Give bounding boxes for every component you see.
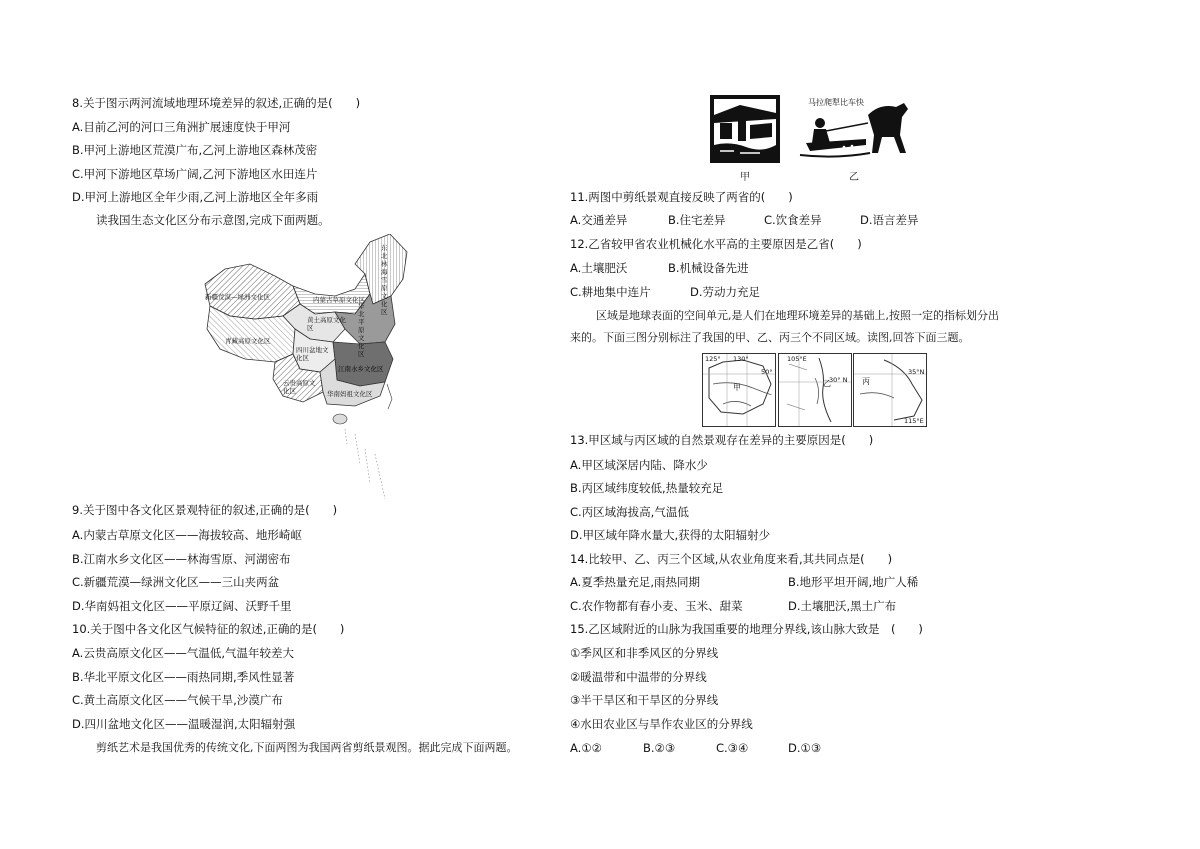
q11-option-d: D.语言差异 [860, 213, 919, 227]
label-jiangnan: 江南水乡文化区 [338, 365, 384, 373]
m2-lon: 105°E [787, 355, 807, 363]
q10-option-d: D.四川盆地文化区——温暖湿润,太阳辐射强 [72, 717, 296, 731]
m1-lat: 50° [761, 368, 773, 376]
q15-option-a: A.①② [570, 741, 602, 755]
q12-option-d: D.劳动力充足 [690, 285, 761, 299]
region-map-jia [702, 353, 776, 427]
region-intro-2: 来的。下面三图分别标注了我国的甲、乙、丙三个不同区域。读图,回答下面三题。 [570, 331, 970, 344]
q15-statement-2: ②暖温带和中温带的分界线 [570, 670, 707, 684]
q10-option-c: C.黄土高原文化区——气候干旱,沙漠广布 [72, 693, 283, 707]
q13-option-d: D.甲区域年降水量大,获得的太阳辐射少 [570, 528, 771, 542]
label-qingzang: 青藏高原文化区 [225, 337, 271, 345]
q9-stem: 9.关于图中各文化区景观特征的叙述,正确的是( ) [72, 503, 338, 517]
m2-lat: 30° N [829, 376, 848, 384]
q9-option-c: C.新疆荒漠—绿洲文化区——三山夹两盆 [72, 575, 280, 589]
m1-label: 甲 [733, 383, 741, 392]
region-intro-1: 区域是地球表面的空间单元,是人们在地理环境差异的基础上,按照一定的指标划分出 [596, 309, 999, 322]
label-xinjiang: 新疆荒漠—绿洲文化区 [205, 293, 270, 301]
region-map-bing-svg [854, 354, 926, 426]
region-map-yi-svg [779, 354, 851, 426]
m3-lon: 115°E [904, 417, 924, 425]
q12-option-a: A.土壤肥沃 [570, 261, 628, 275]
label-yungui: 云贵高原文化区 [283, 379, 316, 395]
q15-statement-3: ③半干旱区和干旱区的分界线 [570, 693, 719, 707]
q15-statement-4: ④水田农业区与旱作农业区的分界线 [570, 717, 753, 731]
q13-option-b: B.丙区域纬度较低,热量较充足 [570, 481, 724, 495]
m1-lon1: 125° [705, 355, 721, 363]
label-huanan: 华南妈祖文化区 [327, 390, 373, 398]
q13-option-a: A.甲区域深居内陆、降水少 [570, 458, 708, 472]
q15-option-b: B.②③ [643, 741, 676, 755]
m3-label: 丙 [862, 377, 870, 386]
q15-statement-1: ①季风区和非季风区的分界线 [570, 646, 719, 660]
q14-option-d: D.土壤肥沃,黑土广布 [788, 599, 897, 613]
q8-option-c: C.甲河下游地区草场广阔,乙河下游地区水田连片 [72, 167, 318, 181]
label-huabei: 华北平原文化区 [358, 302, 365, 358]
m2-label: 乙 [823, 379, 831, 388]
label-huangtu: 黄土高原文化区 [307, 316, 346, 332]
region-map-bing [853, 353, 927, 427]
m1-lon2: 130° [733, 355, 749, 363]
map-intro: 读我国生态文化区分布示意图,完成下面两题。 [96, 213, 330, 227]
q13-option-c: C.丙区域海拔高,气温低 [570, 505, 689, 519]
papercut-caption-jia: 甲 [740, 172, 750, 183]
q15-stem: 15.乙区域附近的山脉为我国重要的地理分界线,该山脉大致是 ( ) [570, 622, 923, 636]
q12-option-b: B.机械设备先进 [668, 261, 749, 275]
label-dongbei: 东北林海雪原文化区 [381, 244, 388, 316]
q12-stem: 12.乙省较甲省农业机械化水平高的主要原因是乙省( ) [570, 237, 862, 251]
q13-stem: 13.甲区域与丙区域的自然景观存在差异的主要原因是( ) [570, 433, 874, 447]
label-neimenggu: 内蒙古草原文化区 [313, 296, 365, 304]
papercut-yi-title: 马拉爬犁比车快 [808, 98, 864, 107]
label-sichuan: 四川盆地文化区 [296, 346, 329, 362]
q14-option-c: C.农作物都有春小麦、玉米、甜菜 [570, 599, 743, 613]
q9-option-d: D.华南妈祖文化区——平原辽阔、沃野千里 [72, 599, 292, 613]
papercut-jia-image [710, 95, 780, 163]
q14-option-b: B.地形平坦开阔,地广人稀 [788, 575, 919, 589]
q10-option-a: A.云贵高原文化区——气温低,气温年较差大 [72, 646, 294, 660]
q8-option-d: D.甲河上游地区全年少雨,乙河上游地区全年多雨 [72, 190, 319, 204]
m3-lat: 35°N [908, 368, 925, 376]
q15-option-d: D.①③ [788, 741, 822, 755]
q14-option-a: A.夏季热量充足,雨热同期 [570, 575, 700, 589]
q11-option-a: A.交通差异 [570, 213, 628, 227]
region-map-yi [778, 353, 852, 427]
q9-option-b: B.江南水乡文化区——林海雪原、河湖密布 [72, 552, 291, 566]
q14-stem: 14.比较甲、乙、丙三个区域,从农业角度来看,其共同点是( ) [570, 552, 893, 566]
papercut-caption-yi: 乙 [849, 172, 859, 183]
q11-option-c: C.饮食差异 [764, 213, 822, 227]
q10-stem: 10.关于图中各文化区气候特征的叙述,正确的是( ) [72, 622, 345, 636]
papercut-intro: 剪纸艺术是我国优秀的传统文化,下面两图为我国两省剪纸景观图。据此完成下面两题。 [96, 741, 518, 754]
q8-option-b: B.甲河上游地区荒漠广布,乙河上游地区森林茂密 [72, 143, 318, 157]
q8-option-a: A.目前乙河的河口三角洲扩展速度快于甲河 [72, 120, 291, 134]
q11-option-b: B.住宅差异 [668, 213, 726, 227]
q11-stem: 11.两图中剪纸景观直接反映了两省的( ) [570, 190, 793, 204]
q8-stem: 8.关于图示两河流域地理环境差异的叙述,正确的是( ) [72, 96, 361, 110]
q10-option-b: B.华北平原文化区——雨热同期,季风性显著 [72, 670, 295, 684]
q9-option-a: A.内蒙古草原文化区——海拔较高、地形崎岖 [72, 528, 302, 542]
papercut-jia-svg [710, 95, 780, 163]
q12-option-c: C.耕地集中连片 [570, 285, 651, 299]
q15-option-c: C.③④ [716, 741, 749, 755]
china-culture-map [195, 234, 425, 504]
